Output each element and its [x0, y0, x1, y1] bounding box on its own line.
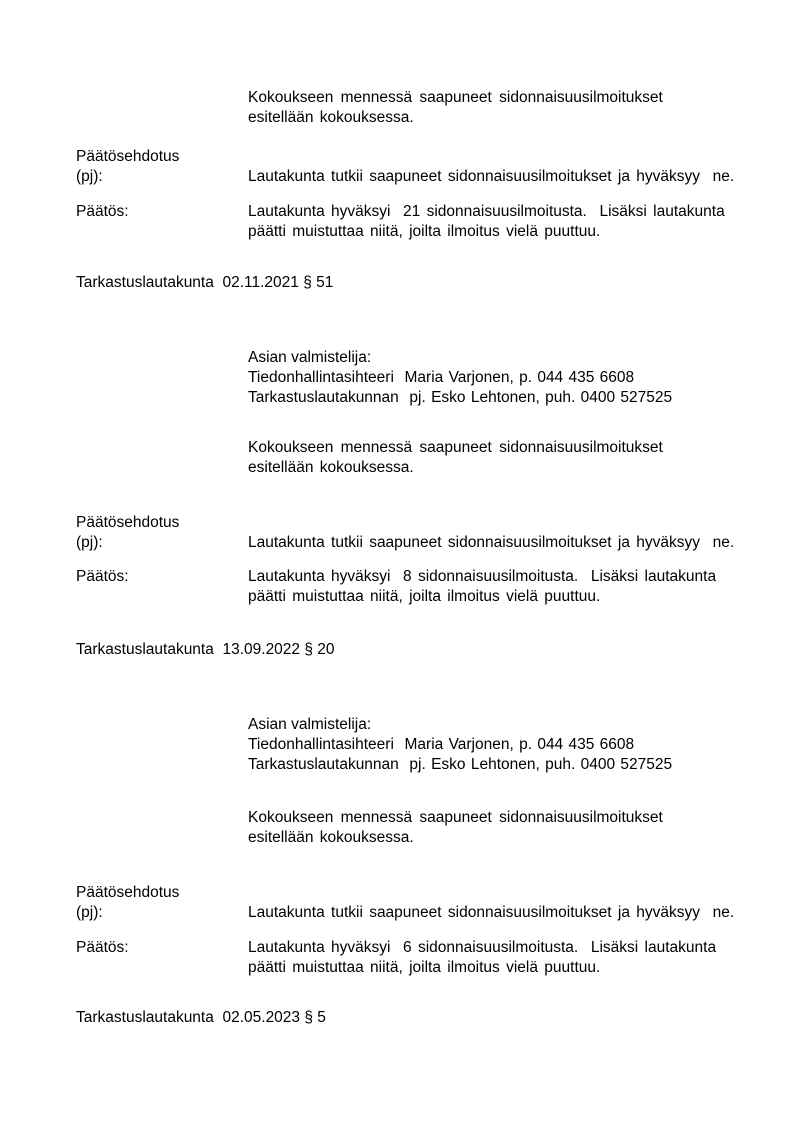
proposal-label-role: (pj): — [76, 534, 103, 551]
preparer-contact-line: Tiedonhallintasihteeri Maria Varjonen, p. 044 435 6608 — [248, 736, 635, 753]
proposal-label: Päätösehdotus — [76, 884, 180, 901]
proposal-label-role: (pj): — [76, 168, 103, 185]
proposal-label-role: (pj): — [76, 904, 103, 921]
decision-label: Päätös: — [76, 568, 129, 585]
intro-text-line: Kokoukseen mennessä saapuneet sidonnaisuusilmoitukset — [248, 809, 663, 826]
decision-label: Päätös: — [76, 939, 129, 956]
preparer-contact-line: Tarkastuslautakunnan pj. Esko Lehtonen, puh. 0400 527525 — [248, 389, 673, 406]
proposal-label: Päätösehdotus — [76, 148, 180, 165]
decision-text-line: päätti muistuttaa niitä, joilta ilmoitus vielä puuttuu. — [248, 588, 601, 605]
decision-text-line: Lautakunta hyväksyi 8 sidonnaisuusilmoitusta. Lisäksi lautakunta — [248, 568, 717, 585]
decision-text-line: Lautakunta hyväksyi 21 sidonnaisuusilmoitusta. Lisäksi lautakunta — [248, 203, 725, 220]
proposal-text: Lautakunta tutkii saapuneet sidonnaisuusilmoitukset ja hyväksyy ne. — [248, 534, 735, 551]
intro-text-line: esitellään kokouksessa. — [248, 109, 414, 126]
committee-reference: Tarkastuslautakunta 02.05.2023 § 5 — [76, 1009, 326, 1026]
decision-text-line: Lautakunta hyväksyi 6 sidonnaisuusilmoitusta. Lisäksi lautakunta — [248, 939, 717, 956]
decision-text-line: päätti muistuttaa niitä, joilta ilmoitus vielä puuttuu. — [248, 223, 601, 240]
intro-text-line: Kokoukseen mennessä saapuneet sidonnaisuusilmoitukset — [248, 439, 663, 456]
intro-text-line: esitellään kokouksessa. — [248, 459, 414, 476]
preparer-heading: Asian valmistelija: — [248, 716, 372, 733]
preparer-contact-line: Tarkastuslautakunnan pj. Esko Lehtonen, puh. 0400 527525 — [248, 756, 673, 773]
decision-text-line: päätti muistuttaa niitä, joilta ilmoitus vielä puuttuu. — [248, 959, 601, 976]
preparer-heading: Asian valmistelija: — [248, 349, 372, 366]
preparer-contact-line: Tiedonhallintasihteeri Maria Varjonen, p. 044 435 6608 — [248, 369, 635, 386]
proposal-label: Päätösehdotus — [76, 514, 180, 531]
intro-text-line: esitellään kokouksessa. — [248, 829, 414, 846]
decision-label: Päätös: — [76, 203, 129, 220]
intro-text-line: Kokoukseen mennessä saapuneet sidonnaisuusilmoitukset — [248, 89, 663, 106]
committee-reference: Tarkastuslautakunta 13.09.2022 § 20 — [76, 641, 335, 658]
committee-reference: Tarkastuslautakunta 02.11.2021 § 51 — [76, 274, 334, 291]
proposal-text: Lautakunta tutkii saapuneet sidonnaisuusilmoitukset ja hyväksyy ne. — [248, 168, 735, 185]
proposal-text: Lautakunta tutkii saapuneet sidonnaisuusilmoitukset ja hyväksyy ne. — [248, 904, 735, 921]
